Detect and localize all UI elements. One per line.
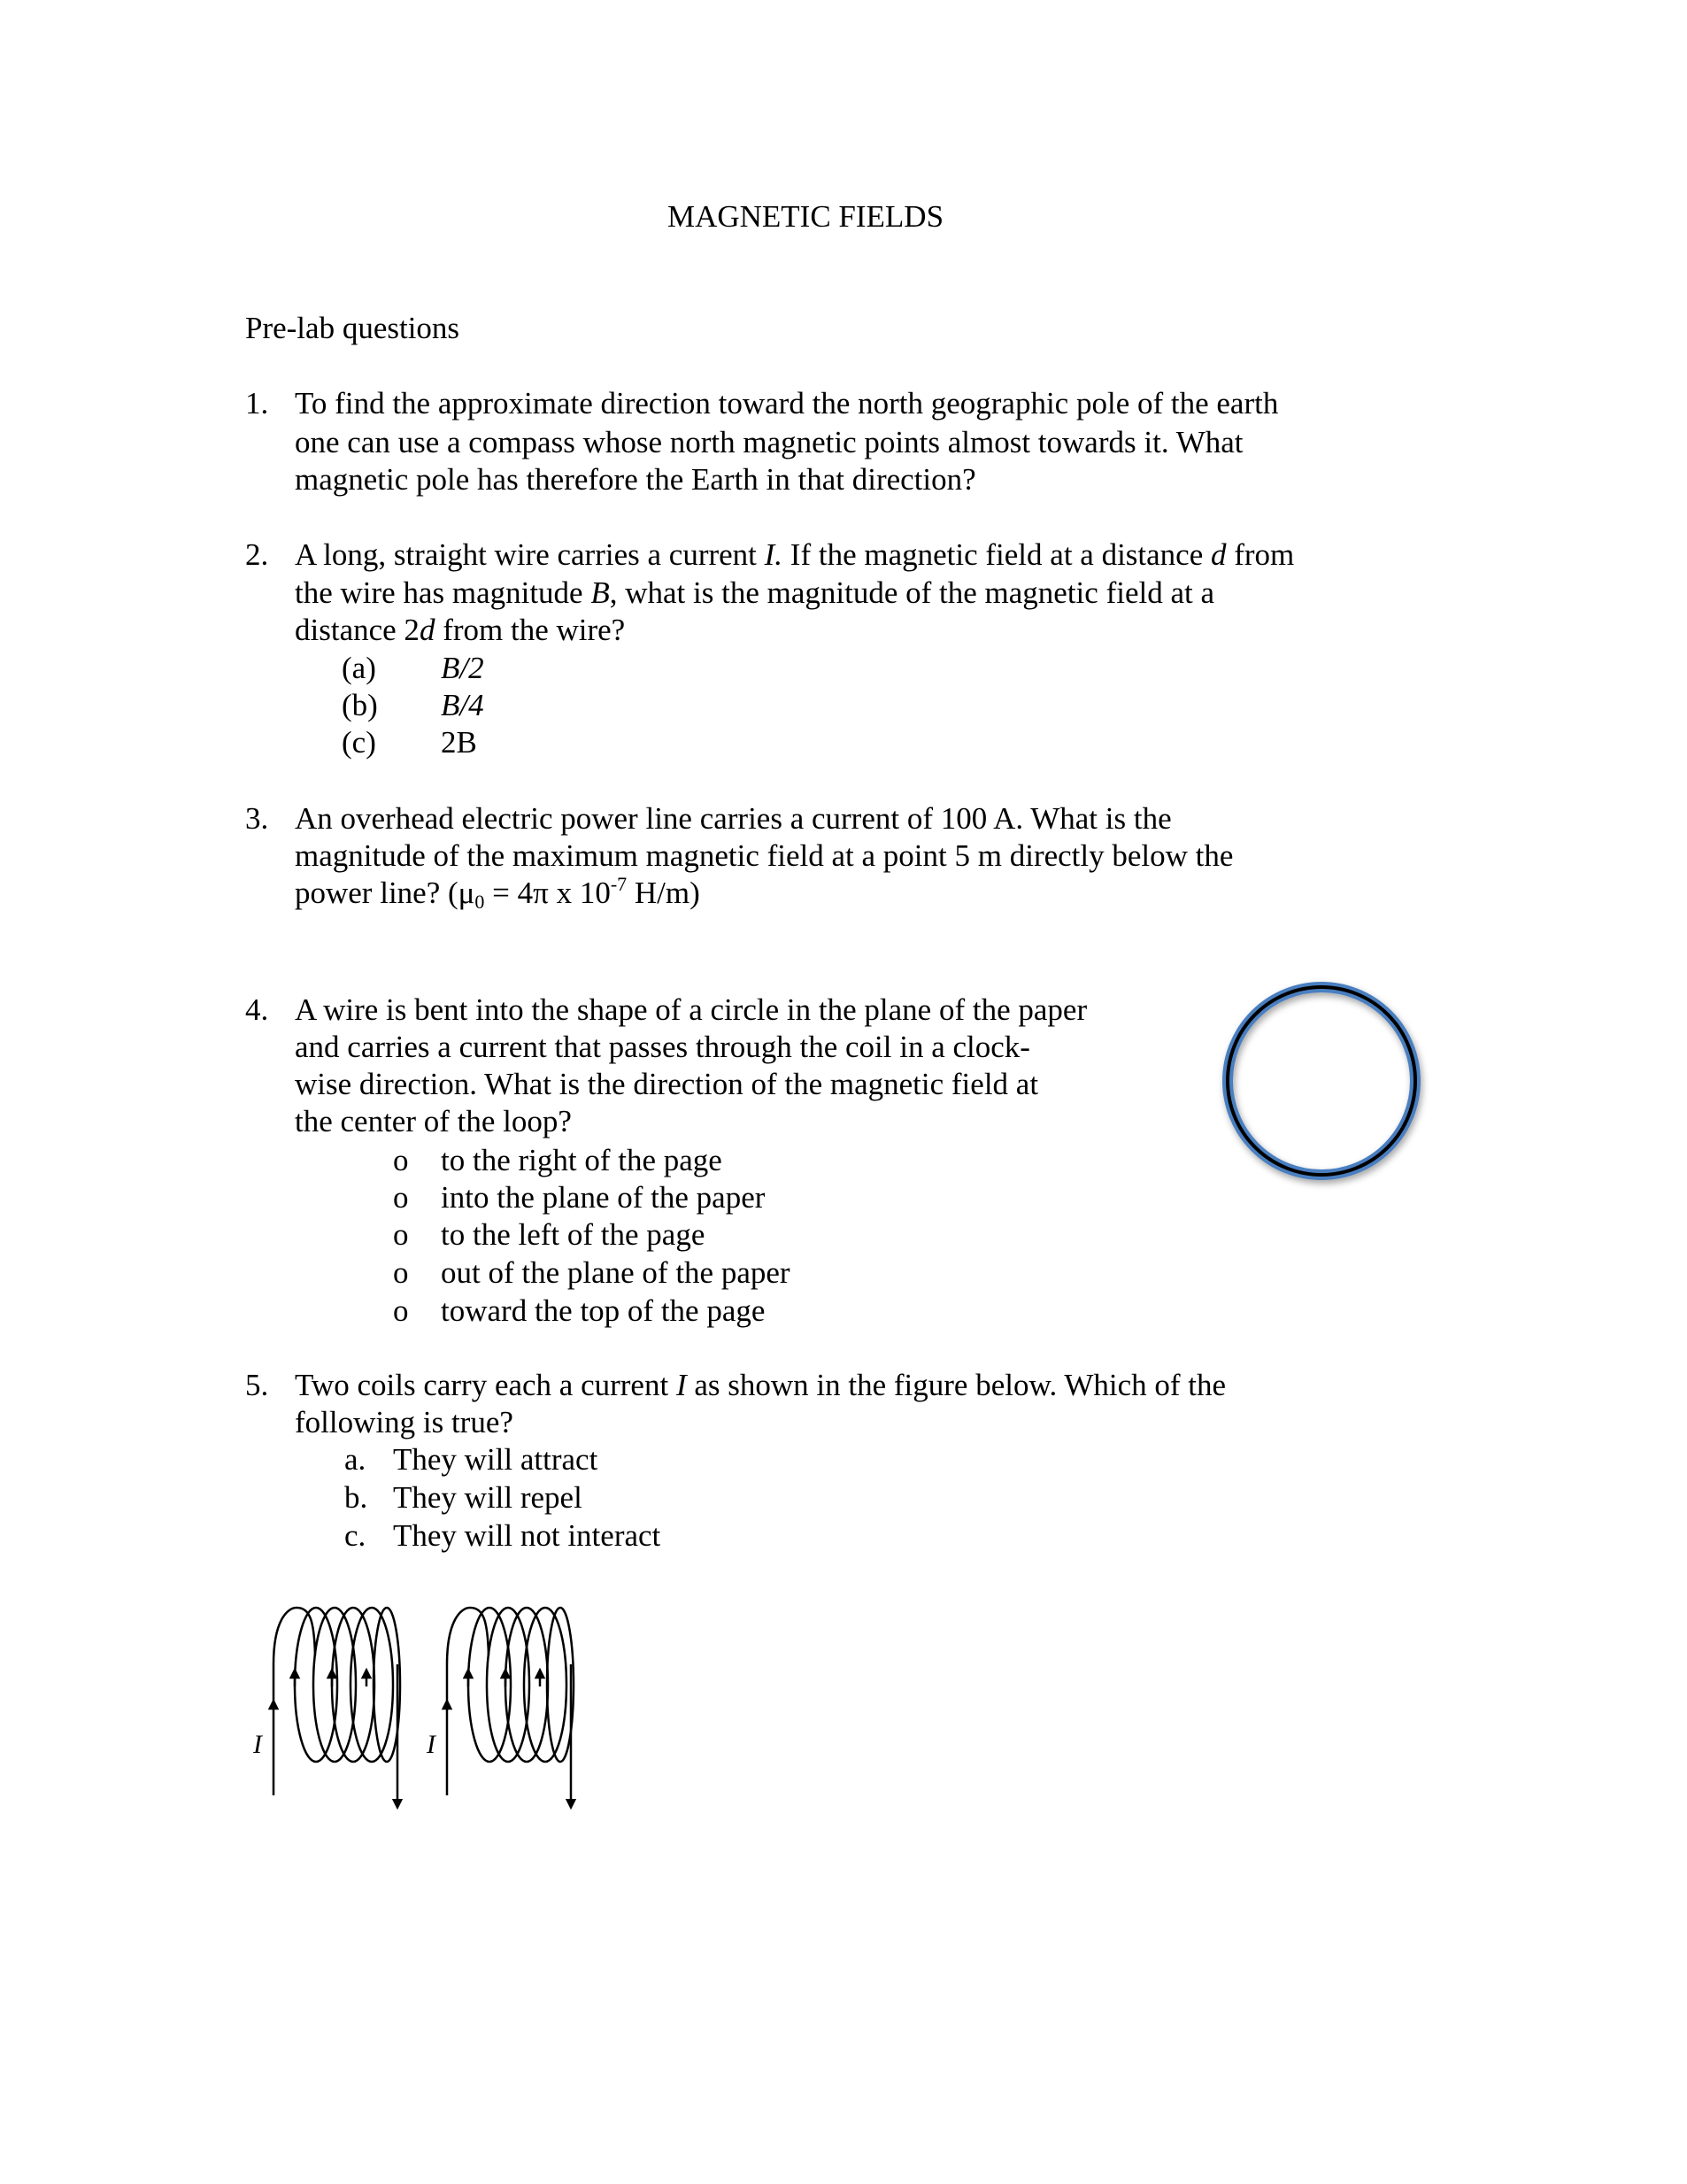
q5-number: 5. (245, 1368, 269, 1402)
q4-bullet: o (393, 1143, 409, 1177)
q5-option-label: b. (344, 1480, 368, 1515)
current-loop-figure (1228, 987, 1415, 1175)
coil-figure-left (273, 1608, 400, 1804)
text: If the magnetic field at a distance (782, 537, 1211, 572)
page-title: MAGNETIC FIELDS (666, 199, 944, 234)
text: from the wire? (435, 613, 626, 647)
text: d (1211, 537, 1227, 572)
q4-option: into the plane of the paper (441, 1180, 766, 1215)
section-heading: Pre-lab questions (245, 311, 460, 345)
text: distance 2 (295, 613, 420, 647)
text: I (675, 1368, 687, 1402)
text: H/m) (627, 876, 700, 910)
text: A long, straight wire carries a current (295, 537, 765, 572)
text: the wire has magnitude (295, 575, 591, 610)
q4-option: out of the plane of the paper (441, 1255, 790, 1290)
q5-line: following is true? (295, 1405, 513, 1439)
q4-bullet: o (393, 1293, 409, 1328)
coil-figure-right (447, 1608, 574, 1804)
q4-option: to the left of the page (441, 1217, 705, 1252)
q4-bullet: o (393, 1180, 409, 1215)
q4-option: toward the top of the page (441, 1293, 766, 1328)
q4-bullet: o (393, 1255, 409, 1290)
text: = 4π x 10 (484, 876, 611, 910)
q2-option-label: (b) (342, 688, 378, 722)
q2-option-label: (a) (342, 651, 376, 685)
q2-option-label: (c) (342, 725, 376, 760)
q4-line: the center of the loop? (295, 1104, 572, 1138)
q5-option-value: They will not interact (393, 1518, 661, 1553)
loop-inner (1228, 987, 1415, 1175)
q5-option-label: a. (344, 1442, 366, 1477)
q5-option-label: c. (344, 1518, 366, 1553)
q4-line: and carries a current that passes through the coil in a clock- (295, 1030, 1030, 1064)
current-label: I (427, 1730, 435, 1759)
q4-number: 4. (245, 992, 269, 1027)
text: B (590, 575, 610, 610)
q2-option-value: 2B (441, 725, 477, 760)
current-label: I (253, 1730, 262, 1759)
text: from (1226, 537, 1295, 572)
q5-option-value: They will attract (393, 1442, 598, 1477)
text: power line? (μ (295, 876, 475, 910)
q4-option: to the right of the page (441, 1143, 722, 1177)
q3-line: An overhead electric power line carries a current of 100 A. What is the (295, 801, 1172, 836)
text: as shown in the figure below. Which of the (686, 1368, 1227, 1402)
q2-option-value: B/4 (441, 688, 484, 722)
q4-line: A wire is bent into the shape of a circle in the plane of the paper (295, 992, 1088, 1027)
text: d (419, 613, 435, 647)
text: 0 (474, 891, 485, 913)
q3-line: magnitude of the maximum magnetic field at a point 5 m directly below the (295, 838, 1234, 873)
q4-bullet: o (393, 1217, 409, 1252)
q1-number: 1. (245, 386, 269, 421)
text: I. (764, 537, 783, 572)
q5-option-value: They will repel (393, 1480, 582, 1515)
q1-line: magnetic pole has therefore the Earth in that direction? (295, 462, 976, 497)
q2-option-value: B/2 (441, 651, 484, 685)
q2-number: 2. (245, 537, 269, 572)
q1-line: one can use a compass whose north magnetic points almost towards it. What (295, 425, 1244, 459)
text: -7 (610, 873, 628, 895)
text: , what is the magnitude of the magnetic field at a (609, 575, 1215, 610)
q3-number: 3. (245, 801, 269, 836)
text: Two coils carry each a current (295, 1368, 676, 1402)
q1-line: To find the approximate direction toward the north geographic pole of the earth (295, 386, 1279, 421)
q4-line: wise direction. What is the direction of the magnetic field at (295, 1067, 1039, 1101)
